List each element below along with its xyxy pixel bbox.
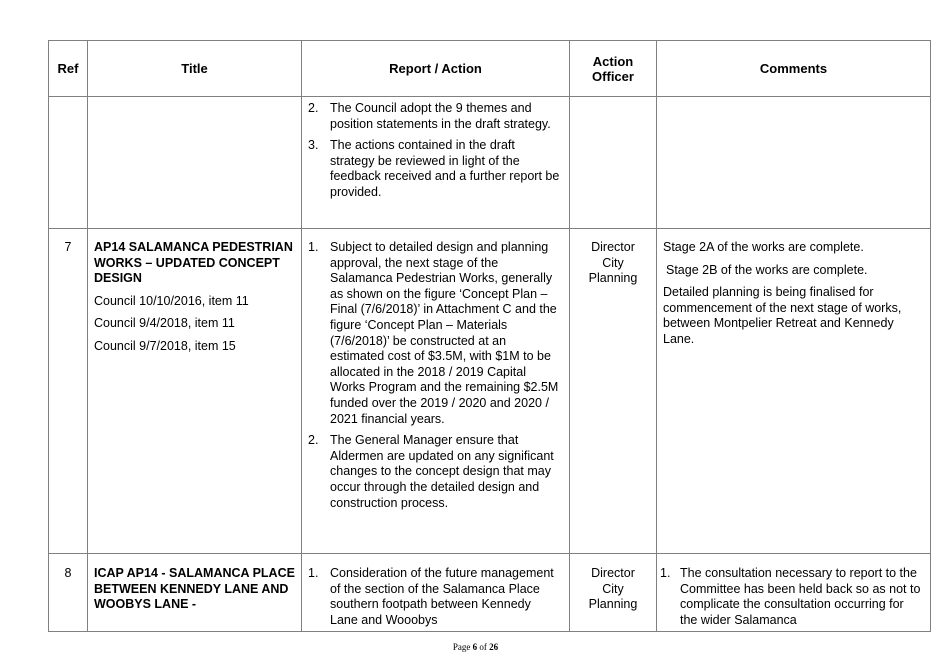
list-number: 1. xyxy=(308,566,319,580)
comment-text: Stage 2B of the works are complete. xyxy=(666,262,868,277)
header-ref-label: Ref xyxy=(57,61,79,76)
cell-comments xyxy=(657,554,930,632)
officer-line: Planning xyxy=(588,271,638,286)
comment-list xyxy=(657,566,924,628)
cell-title xyxy=(88,97,302,228)
list-item xyxy=(302,433,561,511)
cell-officer xyxy=(570,229,657,553)
header-title xyxy=(88,41,302,96)
footer-prefix: Page xyxy=(452,642,473,652)
header-report-action xyxy=(302,41,570,96)
report-list xyxy=(302,240,561,511)
header-officer-label xyxy=(592,54,634,84)
officer-line: Planning xyxy=(588,597,638,612)
list-item xyxy=(302,138,561,200)
cell-comments xyxy=(657,97,930,228)
cell-report xyxy=(302,97,570,228)
cell-report xyxy=(302,229,570,553)
cell-title xyxy=(88,554,302,632)
comment-text: Detailed planning is being finalised for commencement of the next stage of works, between Montpelier Retreat and Kennedy Lane. xyxy=(663,285,902,346)
cell-report xyxy=(302,554,570,632)
item-title: AP14 SALAMANCA PEDESTRIAN WORKS – UPDATED CONCEPT DESIGN xyxy=(94,240,293,286)
comment-text: Stage 2A of the works are complete. xyxy=(663,240,864,254)
list-text: Consideration of the future management of the section of the Salamanca Place southern footpath between Kennedy Lane and Wooobys xyxy=(330,566,554,627)
header-officer-line1: Action xyxy=(592,53,634,69)
officer-line: City xyxy=(602,255,624,270)
page-footer xyxy=(0,642,951,652)
report-list xyxy=(302,566,561,628)
ref-number: 8 xyxy=(64,566,72,580)
actions-table xyxy=(48,40,931,632)
council-reference: Council 10/10/2016, item 11 xyxy=(94,293,249,308)
header-comments xyxy=(657,41,930,96)
list-text: The General Manager ensure that Aldermen are updated on any significant changes to the concept design that may occur through the detailed design and construction process. xyxy=(330,433,554,510)
header-comments-label: Comments xyxy=(759,61,828,76)
list-number: 2. xyxy=(308,433,319,448)
page-total: 26 xyxy=(489,642,499,652)
list-number: 1. xyxy=(660,566,671,580)
report-list xyxy=(302,101,561,201)
table-row-continued xyxy=(49,97,930,229)
list-item xyxy=(302,240,561,427)
list-number: 1. xyxy=(308,240,319,254)
list-text: The actions contained in the draft strategy be reviewed in light of the feedback received and a further report be provided. xyxy=(330,138,560,199)
cell-ref xyxy=(49,97,88,228)
list-number: 3. xyxy=(308,138,319,153)
list-item xyxy=(302,566,561,628)
list-text: Subject to detailed design and planning approval, the next stage of the Salamanca Pedestrian Works, generally as shown on the figure ‘Concept Plan – Final (7/6/2018)’ in Attachment C and the figure ‘Concept Plan – Materials (7/6/2018)’ be constructed at an estimated cost of $3.5M, with $1M to be allocated in the 2018 / 2019 Capital Works Program and the remaining $2.5M funded over the 2019 / 2020 and 2020 / 2021 financial years. xyxy=(330,240,559,426)
cell-title xyxy=(88,229,302,553)
table-header-row xyxy=(49,41,930,97)
list-number: 2. xyxy=(308,101,319,115)
cell-ref xyxy=(49,554,88,632)
ref-number: 7 xyxy=(64,240,72,254)
cell-officer xyxy=(570,554,657,632)
header-title-label: Title xyxy=(181,61,208,76)
council-reference: Council 9/4/2018, item 11 xyxy=(94,316,235,331)
list-text: The Council adopt the 9 themes and position statements in the draft strategy. xyxy=(330,101,551,131)
list-item xyxy=(657,566,924,628)
header-report-label: Report / Action xyxy=(389,61,482,76)
header-action-officer xyxy=(570,41,657,96)
officer-line: Director xyxy=(591,240,635,254)
footer-of: of xyxy=(477,642,490,652)
table-row-8 xyxy=(49,554,930,632)
page-number: 6 xyxy=(472,642,478,652)
header-ref xyxy=(49,41,88,96)
council-reference: Council 9/7/2018, item 15 xyxy=(94,338,236,353)
list-text: The consultation necessary to report to the Committee has been held back so as not to complicate the consultation occurring for the wider Salamanca xyxy=(680,566,921,627)
cell-officer xyxy=(570,97,657,228)
cell-ref xyxy=(49,229,88,553)
cell-comments xyxy=(657,229,930,553)
list-item xyxy=(302,101,561,132)
table-row-7 xyxy=(49,229,930,554)
item-title: ICAP AP14 - SALAMANCA PLACE BETWEEN KENNEDY LANE AND WOOBYS LANE - xyxy=(94,566,295,612)
officer-line: City xyxy=(602,581,624,596)
header-officer-line2: Officer xyxy=(592,68,634,84)
officer-line: Director xyxy=(591,566,635,580)
